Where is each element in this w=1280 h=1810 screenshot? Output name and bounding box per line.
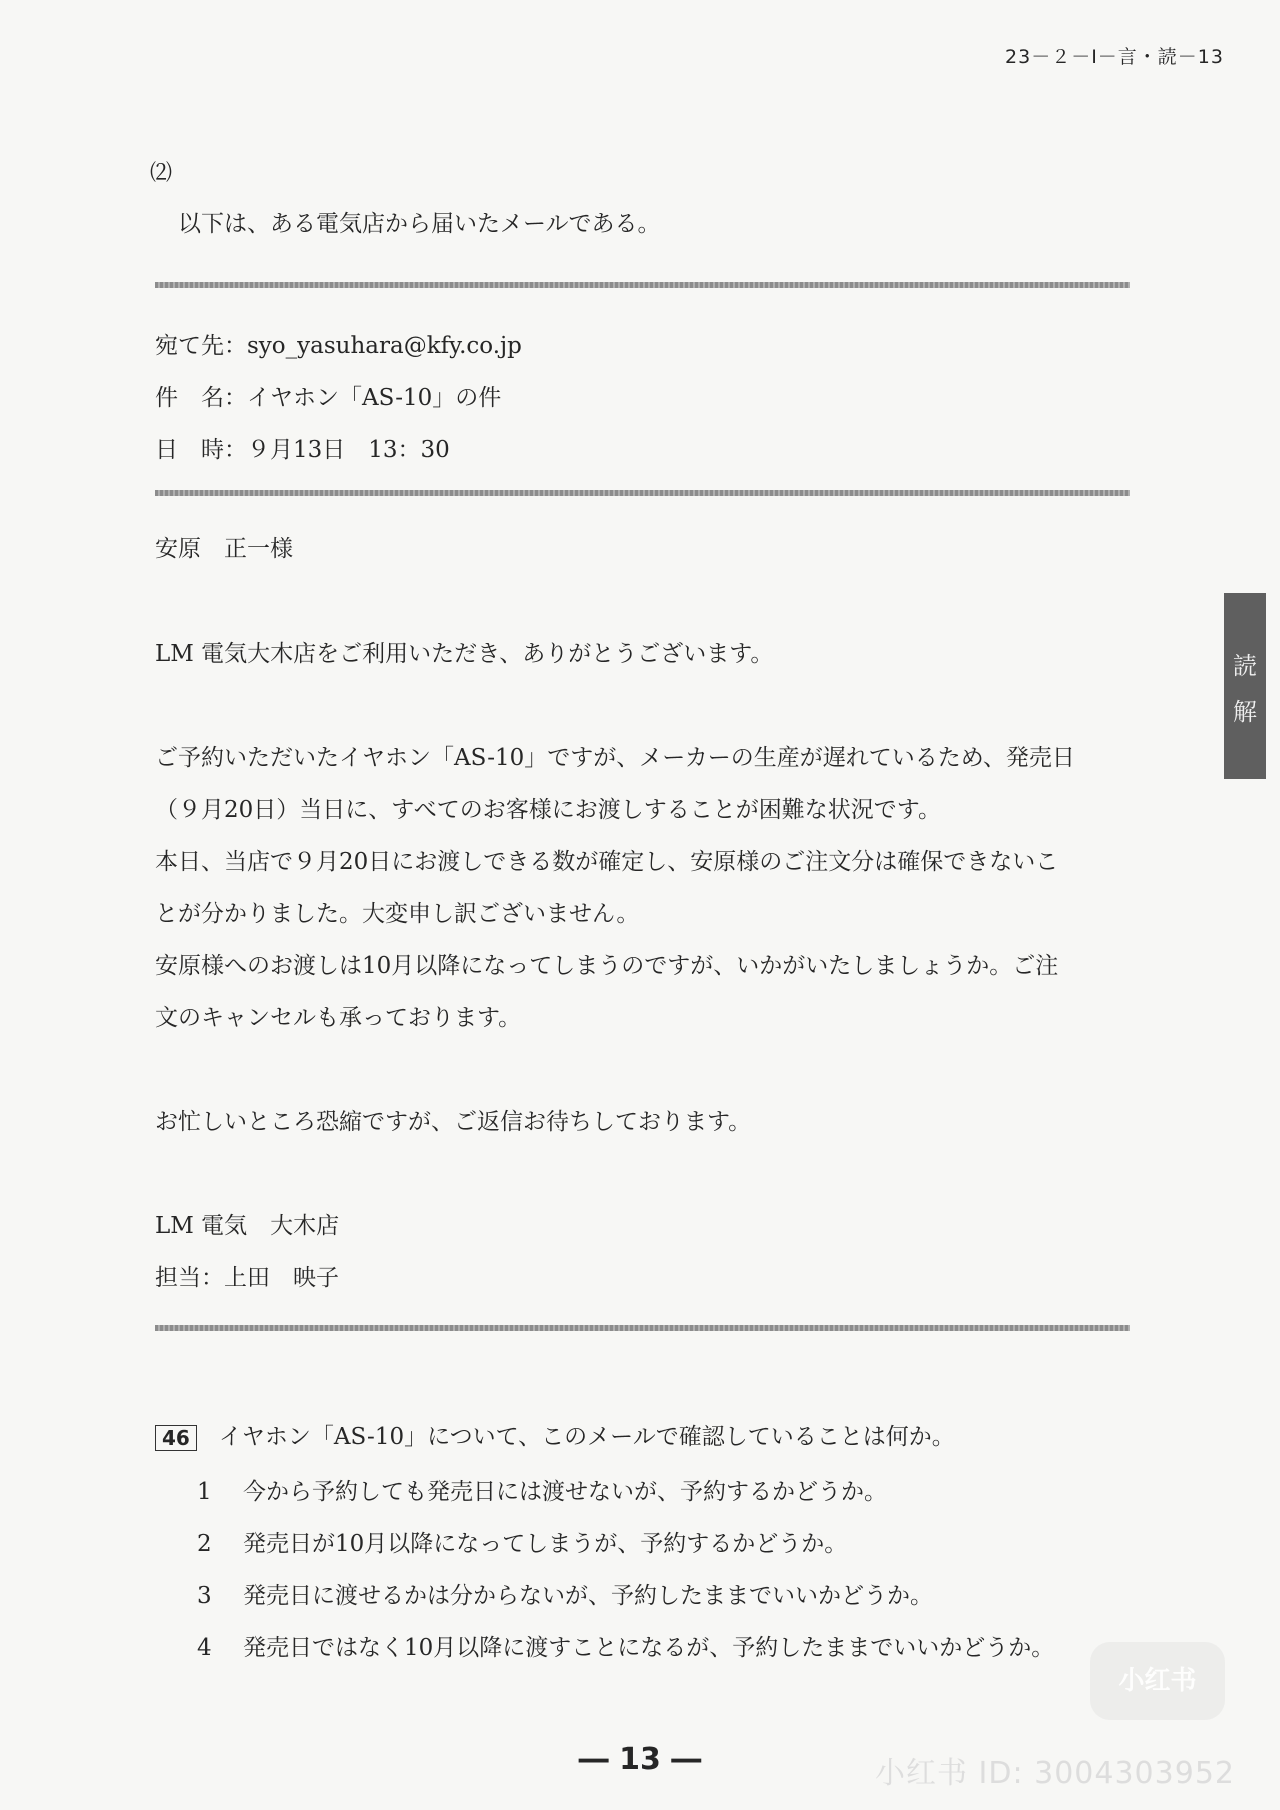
intro-text: 以下は、ある電気店から届いたメールである。 [178, 211, 661, 237]
paragraph-line: 本日、当店で９月20日にお渡しできる数が確定し、安原様のご注文分は確保できないこ [155, 849, 1059, 875]
option-number: 3 [197, 1583, 212, 1609]
email-to-line: 宛て先：syo_yasuhara@kfy.co.jp [155, 333, 522, 359]
option-text: 発売日に渡せるかは分からないが、予約したままでいいかどうか。 [243, 1583, 933, 1609]
question [155, 1418, 955, 1451]
signature-shop: LM 電気 大木店 [155, 1213, 340, 1239]
email-date-line: 日 時：９月13日 13：30 [155, 437, 450, 463]
paragraph-line: とが分かりました。大変申し訳ございません。 [155, 901, 640, 927]
divider-bottom [155, 1325, 1130, 1331]
divider-top [155, 282, 1130, 288]
side-tab-char: 読 [1233, 652, 1257, 680]
paragraph-line: （９月20日）当日に、すべてのお客様にお渡しすることが困難な状況です。 [155, 797, 941, 823]
email-paragraph-1: LM 電気大木店をご利用いただき、ありがとうございます。 [155, 641, 774, 667]
watermark-id: 小红书 ID: 3004303952 [875, 1756, 1235, 1791]
divider-header [155, 490, 1130, 496]
side-tab-char: 解 [1233, 698, 1257, 726]
paragraph-line: 文のキャンセルも承っております。 [155, 1005, 522, 1031]
paragraph-line: ご予約いただいたイヤホン「AS-10」ですが、メーカーの生産が遅れているため、発売日 [155, 745, 1075, 771]
side-tab-reading [1224, 593, 1266, 779]
option-2[interactable] [197, 1518, 1054, 1570]
option-text: 発売日ではなく10月以降に渡すことになるが、予約したままでいいかどうか。 [243, 1635, 1055, 1661]
option-text: 発売日が10月以降になってしまうが、予約するかどうか。 [243, 1531, 848, 1557]
option-number: 2 [197, 1531, 212, 1557]
option-4[interactable] [197, 1622, 1054, 1674]
option-number: 4 [197, 1635, 212, 1661]
email-subject-line: 件 名：イヤホン「AS-10」の件 [155, 385, 502, 411]
option-number: 1 [197, 1479, 212, 1505]
email-signature [155, 1200, 1140, 1304]
signature-person: 担当：上田 映子 [155, 1265, 339, 1291]
option-3[interactable] [197, 1570, 1054, 1622]
paragraph-line: 安原様へのお渡しは10月以降になってしまうのですが、いかがいたしましょうか。ご注 [155, 953, 1059, 979]
option-1[interactable] [197, 1466, 1054, 1518]
option-text: 今から予約しても発売日には渡せないが、予約するかどうか。 [243, 1479, 887, 1505]
email-paragraph-2 [155, 732, 1140, 1044]
email-paragraph-3: お忙しいところ恐縮ですが、ご返信お待ちしております。 [155, 1109, 752, 1135]
section-number: ⑵ [150, 161, 173, 186]
page-number: ― 13 ― [578, 1742, 702, 1777]
page-code: 23－２－Ⅰ－言・読－13 [1005, 46, 1224, 68]
email-greeting: 安原 正一様 [155, 536, 293, 562]
question-number: 46 [155, 1425, 197, 1451]
answer-options [197, 1466, 1054, 1674]
question-text: イヤホン「AS-10」について、このメールで確認していることは何か。 [218, 1424, 955, 1450]
watermark-logo: 小红书 [1090, 1642, 1225, 1720]
